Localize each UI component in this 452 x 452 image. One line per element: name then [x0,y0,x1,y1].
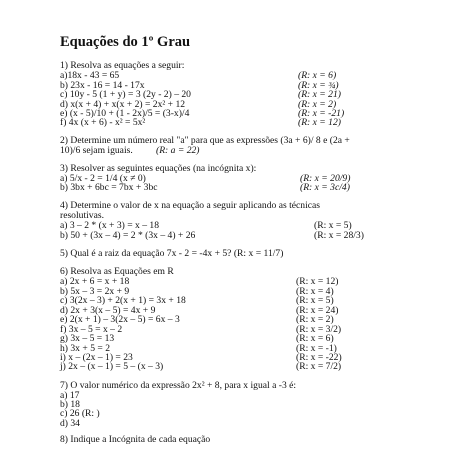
q6-answer-a: (R: x = 12) [296,276,339,287]
q4-text-line1: 4) Determine o valor de x na equação a seguir aplicando as técnicas [60,200,320,211]
q4-item-a: a) 3 – 2 * (x + 3) = x – 18 [60,220,160,231]
q4-answer-b: (R: x = 28/3) [314,230,364,241]
q6-answer-f: (R: x = 3/2) [296,324,342,335]
q1-item-a: a)18x - 43 = 65 [60,70,120,81]
q8-heading: 8) Indique a Incógnita de cada equação [60,434,211,445]
q6-item-e: e) 2(x + 1) – 3(2x – 5) = 6x – 3 [60,314,180,325]
q4-answer-a: (R: x = 5) [314,220,352,231]
q1-item-b: b) 23x - 16 = 14 - 17x [60,80,145,91]
q1-item-d: d) x(x + 4) + x(x + 2) = 2x² + 12 [60,99,186,110]
q3-answer-a: (R: x = 20/9) [300,173,351,184]
q6-answer-b: (R: x = 4) [296,286,334,297]
q6-answer-d: (R: x = 24) [296,305,339,316]
q6-answer-h: (R: x = -1) [296,343,337,354]
q1-answer-e: (R: x = -21) [298,108,345,119]
q2-text-line1: 2) Determine um número real "a" para que as expressões (3a + 6)/ 8 e (2a + [60,135,350,146]
q3-heading: 3) Resolver as seguintes equações (na incógnita x): [60,163,257,174]
q6-item-f: f) 3x – 5 = x – 2 [60,324,123,335]
q6-item-j: j) 2x – (x – 1) = 5 – (x – 3) [60,361,164,372]
q6-answer-e: (R: x = 2) [296,314,334,325]
q7-option-a: a) 17 [60,390,80,401]
q1-answer-d: (R: x = 2) [298,99,337,110]
q6-answer-g: (R: x = 6) [296,333,334,344]
q1-item-c: c) 10y - 5 (1 + y) = 3 (2y - 2) – 20 [60,89,191,100]
q6-item-d: d) 2x + 3(x – 5) = 4x + 9 [60,305,156,316]
q6-item-i: i) x – (2x – 1) = 23 [60,352,133,363]
q6-item-b: b) 5x – 3 = 2x + 9 [60,286,130,297]
q7-option-b: b) 18 [60,399,80,410]
q6-heading: 6) Resolva as Equações em R [60,266,174,277]
q2-answer: (R: a = 22) [156,145,200,156]
q6-item-c: c) 3(2x – 3) + 2(x + 1) = 3x + 18 [60,295,186,306]
q6-answer-i: (R: x = -22) [296,352,342,363]
q5-text: 5) Qual é a raiz da equação 7x - 2 = -4x + 5? (R: x = 11/7) [60,248,284,259]
q3-item-a: a) 5/x - 2 = 1/4 (x ≠ 0) [60,173,146,184]
q7-option-d: d) 34 [60,418,80,429]
q1-item-f: f) 4x (x + 6) - x² = 5x² [60,117,146,128]
q6-item-g: g) 3x – 5 = 13 [60,333,115,344]
q1-answer-f: (R: x = 12) [298,117,341,128]
q1-heading: 1) Resolva as equações a seguir: [60,60,185,71]
q7-heading: 7) O valor numérico da expressão 2x² + 8, para x igual a -3 é: [60,380,297,391]
q4-item-b: b) 50 + (3x – 4) = 2 * (3x – 4) + 26 [60,230,196,241]
q3-answer-b: (R: x = 3c/4) [300,182,350,193]
q1-answer-b: (R: x = ¾) [298,80,339,91]
q6-answer-j: (R: x = 7/2) [296,361,342,372]
q1-item-e: e) (x - 5)/10 + (1 - 2x)/5 = (3-x)/4 [60,108,190,119]
q6-answer-c: (R: x = 5) [296,295,334,306]
q2-text-line2: 10)/6 sejam iguais. [60,145,133,156]
q3-item-b: b) 3bx + 6bc = 7bx + 3bc [60,182,158,193]
document-title: Equações do 1º Grau [60,34,191,50]
q1-answer-c: (R: x = 21) [298,89,341,100]
q4-text-line2: resolutivas. [60,210,104,221]
q6-item-h: h) 3x + 5 = 2 [60,343,110,354]
q7-option-c: c) 26 (R: ) [60,408,100,419]
q6-item-a: a) 2x + 6 = x + 18 [60,276,130,287]
q1-answer-a: (R: x = 6) [298,70,337,81]
